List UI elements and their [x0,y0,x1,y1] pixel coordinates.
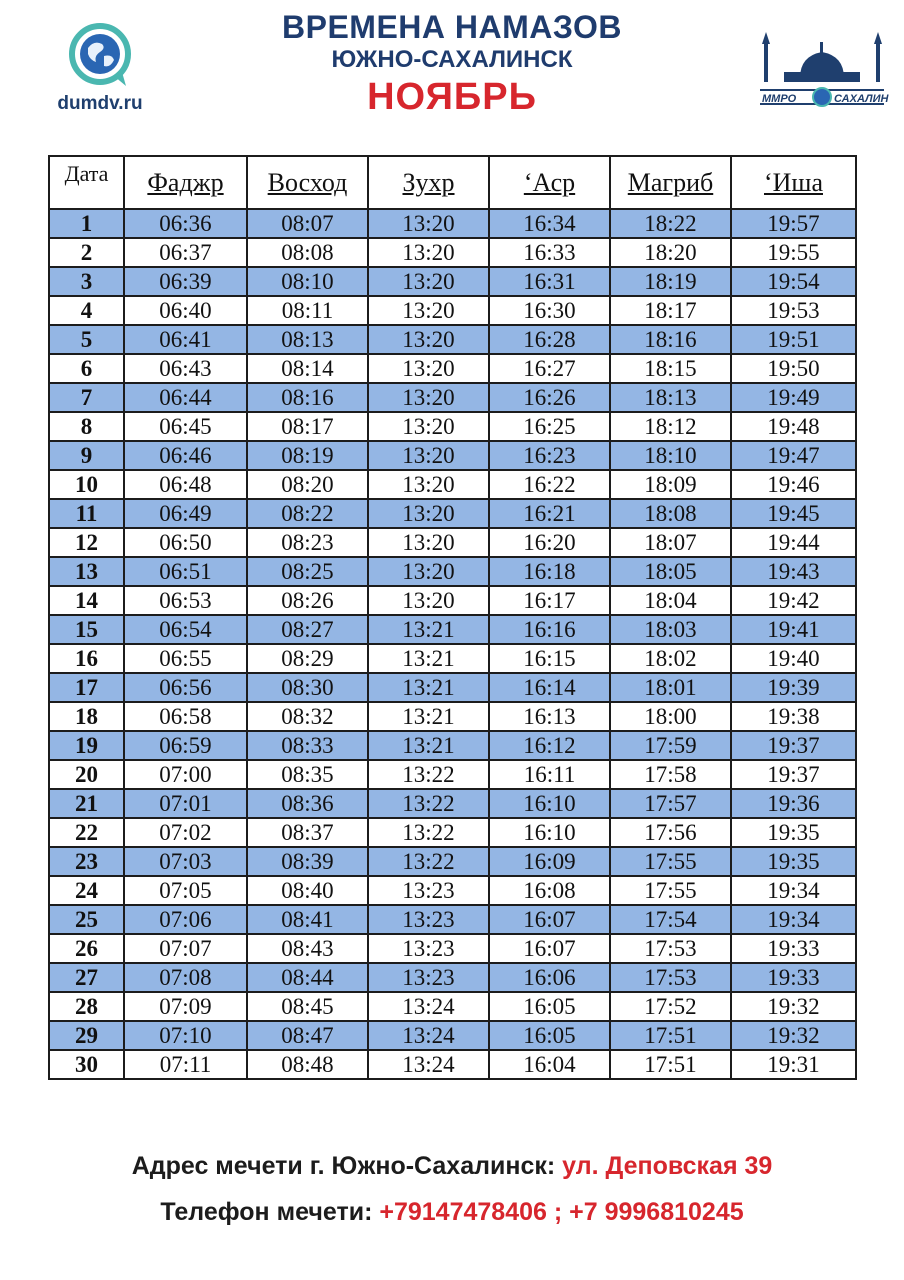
mmro-sakhalin-logo [754,28,890,110]
cell-sunrise: 08:10 [247,267,368,296]
cell-isha: 19:39 [731,673,856,702]
phone-line [0,1198,904,1227]
cell-isha: 19:54 [731,267,856,296]
cell-dhuhr: 13:20 [368,470,489,499]
mosque-icon [754,28,890,110]
table-row [49,325,856,354]
table-row [49,615,856,644]
cell-asr: 16:07 [489,905,610,934]
cell-sunrise: 08:40 [247,876,368,905]
cell-maghrib: 18:03 [610,615,731,644]
table-row [49,760,856,789]
cell-asr: 16:28 [489,325,610,354]
cell-maghrib: 17:59 [610,731,731,760]
cell-maghrib: 18:01 [610,673,731,702]
table-row [49,1021,856,1050]
cell-sunrise: 08:41 [247,905,368,934]
cell-isha: 19:50 [731,354,856,383]
cell-sunrise: 08:43 [247,934,368,963]
cell-dhuhr: 13:20 [368,441,489,470]
cell-isha: 19:35 [731,847,856,876]
cell-sunrise: 08:47 [247,1021,368,1050]
cell-asr: 16:06 [489,963,610,992]
cell-isha: 19:55 [731,238,856,267]
cell-maghrib: 17:53 [610,963,731,992]
cell-dhuhr: 13:23 [368,905,489,934]
cell-asr: 16:23 [489,441,610,470]
cell-isha: 19:33 [731,934,856,963]
cell-maghrib: 18:02 [610,644,731,673]
cell-fajr: 06:41 [124,325,247,354]
cell-isha: 19:34 [731,905,856,934]
cell-dhuhr: 13:21 [368,702,489,731]
cell-day: 25 [49,905,124,934]
column-header-date: Дата [49,156,124,209]
column-header-fajr: Фаджр [124,156,247,209]
table-row [49,499,856,528]
cell-fajr: 07:06 [124,905,247,934]
cell-fajr: 06:43 [124,354,247,383]
cell-maghrib: 18:05 [610,557,731,586]
page-header [200,8,704,120]
cell-isha: 19:36 [731,789,856,818]
column-header-dhuhr: Зухр [368,156,489,209]
cell-maghrib: 17:58 [610,760,731,789]
cell-isha: 19:43 [731,557,856,586]
cell-fajr: 06:39 [124,267,247,296]
cell-isha: 19:33 [731,963,856,992]
globe-icon [66,22,134,90]
svg-text:ММРО: ММРО [762,93,797,105]
cell-asr: 16:25 [489,412,610,441]
cell-asr: 16:04 [489,1050,610,1079]
cell-fajr: 07:11 [124,1050,247,1079]
cell-isha: 19:32 [731,1021,856,1050]
cell-dhuhr: 13:20 [368,412,489,441]
cell-dhuhr: 13:20 [368,383,489,412]
cell-fajr: 07:05 [124,876,247,905]
cell-dhuhr: 13:23 [368,934,489,963]
cell-asr: 16:12 [489,731,610,760]
cell-fajr: 06:40 [124,296,247,325]
cell-maghrib: 17:53 [610,934,731,963]
cell-dhuhr: 13:20 [368,296,489,325]
cell-dhuhr: 13:21 [368,644,489,673]
table-row [49,412,856,441]
cell-maghrib: 17:55 [610,847,731,876]
cell-asr: 16:21 [489,499,610,528]
cell-isha: 19:47 [731,441,856,470]
cell-sunrise: 08:35 [247,760,368,789]
cell-asr: 16:10 [489,818,610,847]
cell-fajr: 07:09 [124,992,247,1021]
cell-fajr: 07:00 [124,760,247,789]
cell-dhuhr: 13:21 [368,731,489,760]
cell-fajr: 06:37 [124,238,247,267]
cell-maghrib: 18:04 [610,586,731,615]
cell-dhuhr: 13:23 [368,876,489,905]
cell-isha: 19:37 [731,731,856,760]
cell-maghrib: 17:52 [610,992,731,1021]
cell-day: 6 [49,354,124,383]
cell-sunrise: 08:13 [247,325,368,354]
table-row [49,963,856,992]
cell-maghrib: 18:15 [610,354,731,383]
cell-day: 2 [49,238,124,267]
cell-maghrib: 17:51 [610,1050,731,1079]
cell-fajr: 07:07 [124,934,247,963]
cell-maghrib: 18:09 [610,470,731,499]
cell-dhuhr: 13:20 [368,528,489,557]
cell-day: 4 [49,296,124,325]
cell-day: 22 [49,818,124,847]
cell-sunrise: 08:25 [247,557,368,586]
cell-day: 13 [49,557,124,586]
table-row [49,992,856,1021]
site-url: dumdv.ru [57,93,143,114]
cell-fajr: 07:03 [124,847,247,876]
table-row [49,267,856,296]
cell-day: 9 [49,441,124,470]
cell-sunrise: 08:23 [247,528,368,557]
cell-isha: 19:51 [731,325,856,354]
cell-isha: 19:31 [731,1050,856,1079]
cell-fajr: 06:51 [124,557,247,586]
cell-dhuhr: 13:20 [368,586,489,615]
cell-sunrise: 08:08 [247,238,368,267]
cell-day: 8 [49,412,124,441]
column-header-maghrib: Магриб [610,156,731,209]
cell-fajr: 06:58 [124,702,247,731]
cell-day: 21 [49,789,124,818]
cell-sunrise: 08:20 [247,470,368,499]
cell-isha: 19:34 [731,876,856,905]
table-row [49,789,856,818]
address-label: Адрес мечети г. Южно-Сахалинск: [131,1152,556,1180]
cell-sunrise: 08:37 [247,818,368,847]
table-row [49,470,856,499]
cell-dhuhr: 13:20 [368,267,489,296]
cell-asr: 16:17 [489,586,610,615]
cell-sunrise: 08:11 [247,296,368,325]
table-row [49,731,856,760]
cell-maghrib: 18:20 [610,238,731,267]
cell-fajr: 07:08 [124,963,247,992]
cell-dhuhr: 13:20 [368,499,489,528]
table-row [49,209,856,238]
cell-isha: 19:38 [731,702,856,731]
cell-day: 15 [49,615,124,644]
cell-asr: 16:05 [489,992,610,1021]
cell-sunrise: 08:36 [247,789,368,818]
cell-maghrib: 18:10 [610,441,731,470]
cell-dhuhr: 13:20 [368,354,489,383]
cell-isha: 19:49 [731,383,856,412]
cell-day: 27 [49,963,124,992]
cell-sunrise: 08:29 [247,644,368,673]
cell-sunrise: 08:48 [247,1050,368,1079]
month-title: НОЯБРЬ [367,76,537,118]
cell-day: 12 [49,528,124,557]
table-header-row [49,156,856,209]
cell-isha: 19:37 [731,760,856,789]
cell-maghrib: 17:56 [610,818,731,847]
table-row [49,644,856,673]
cell-fajr: 06:49 [124,499,247,528]
cell-asr: 16:08 [489,876,610,905]
cell-maghrib: 18:17 [610,296,731,325]
cell-dhuhr: 13:21 [368,673,489,702]
cell-day: 14 [49,586,124,615]
table-row [49,673,856,702]
table-row [49,934,856,963]
cell-maghrib: 18:08 [610,499,731,528]
cell-asr: 16:13 [489,702,610,731]
cell-fajr: 06:45 [124,412,247,441]
table-row [49,296,856,325]
cell-day: 19 [49,731,124,760]
cell-maghrib: 18:07 [610,528,731,557]
cell-sunrise: 08:33 [247,731,368,760]
cell-sunrise: 08:22 [247,499,368,528]
cell-asr: 16:10 [489,789,610,818]
phone-label: Телефон мечети: [160,1198,373,1226]
table-row [49,586,856,615]
cell-dhuhr: 13:24 [368,1050,489,1079]
cell-asr: 16:09 [489,847,610,876]
cell-fajr: 06:44 [124,383,247,412]
cell-day: 7 [49,383,124,412]
cell-sunrise: 08:45 [247,992,368,1021]
table-row [49,238,856,267]
prayer-times-table [48,155,857,1080]
cell-fajr: 06:50 [124,528,247,557]
cell-dhuhr: 13:22 [368,789,489,818]
cell-asr: 16:33 [489,238,610,267]
cell-dhuhr: 13:21 [368,615,489,644]
cell-day: 28 [49,992,124,1021]
cell-maghrib: 18:13 [610,383,731,412]
cell-sunrise: 08:19 [247,441,368,470]
city-title: ЮЖНО-САХАЛИНСК [331,46,573,73]
cell-maghrib: 17:57 [610,789,731,818]
address-line [0,1152,904,1181]
cell-isha: 19:35 [731,818,856,847]
cell-day: 10 [49,470,124,499]
cell-asr: 16:16 [489,615,610,644]
cell-dhuhr: 13:23 [368,963,489,992]
cell-day: 16 [49,644,124,673]
cell-fajr: 06:46 [124,441,247,470]
column-header-asr: ‘Аср [489,156,610,209]
cell-day: 1 [49,209,124,238]
cell-day: 26 [49,934,124,963]
cell-asr: 16:05 [489,1021,610,1050]
table-row [49,354,856,383]
cell-isha: 19:41 [731,615,856,644]
cell-isha: 19:40 [731,644,856,673]
table-row [49,383,856,412]
cell-day: 23 [49,847,124,876]
cell-sunrise: 08:17 [247,412,368,441]
cell-fajr: 07:01 [124,789,247,818]
cell-maghrib: 18:19 [610,267,731,296]
cell-sunrise: 08:44 [247,963,368,992]
cell-sunrise: 08:07 [247,209,368,238]
address-value: ул. Деповская 39 [562,1152,773,1180]
cell-day: 11 [49,499,124,528]
cell-dhuhr: 13:22 [368,760,489,789]
cell-day: 3 [49,267,124,296]
table-row [49,702,856,731]
cell-isha: 19:46 [731,470,856,499]
cell-maghrib: 18:22 [610,209,731,238]
cell-asr: 16:31 [489,267,610,296]
cell-sunrise: 08:27 [247,615,368,644]
cell-maghrib: 17:51 [610,1021,731,1050]
cell-day: 20 [49,760,124,789]
cell-dhuhr: 13:20 [368,209,489,238]
cell-fajr: 06:55 [124,644,247,673]
cell-asr: 16:07 [489,934,610,963]
cell-day: 30 [49,1050,124,1079]
cell-dhuhr: 13:20 [368,238,489,267]
table-row [49,1050,856,1079]
cell-asr: 16:18 [489,557,610,586]
table-body [49,209,856,1079]
table-row [49,847,856,876]
cell-maghrib: 17:55 [610,876,731,905]
cell-fajr: 06:48 [124,470,247,499]
table-row [49,528,856,557]
cell-isha: 19:48 [731,412,856,441]
column-header-isha: ‘Иша [731,156,856,209]
cell-maghrib: 18:12 [610,412,731,441]
cell-sunrise: 08:14 [247,354,368,383]
cell-sunrise: 08:16 [247,383,368,412]
cell-isha: 19:45 [731,499,856,528]
cell-dhuhr: 13:24 [368,992,489,1021]
cell-day: 18 [49,702,124,731]
page-title: ВРЕМЕНА НАМАЗОВ [281,9,622,45]
cell-asr: 16:30 [489,296,610,325]
cell-asr: 16:20 [489,528,610,557]
table-row [49,905,856,934]
cell-isha: 19:32 [731,992,856,1021]
cell-isha: 19:53 [731,296,856,325]
cell-asr: 16:26 [489,383,610,412]
table-row [49,441,856,470]
cell-sunrise: 08:39 [247,847,368,876]
cell-asr: 16:22 [489,470,610,499]
table-row [49,818,856,847]
cell-fajr: 06:54 [124,615,247,644]
table-row [49,557,856,586]
cell-asr: 16:15 [489,644,610,673]
cell-maghrib: 18:16 [610,325,731,354]
cell-asr: 16:11 [489,760,610,789]
cell-sunrise: 08:26 [247,586,368,615]
cell-day: 24 [49,876,124,905]
cell-fajr: 06:56 [124,673,247,702]
cell-dhuhr: 13:24 [368,1021,489,1050]
cell-dhuhr: 13:22 [368,847,489,876]
cell-fajr: 07:02 [124,818,247,847]
cell-day: 17 [49,673,124,702]
cell-maghrib: 17:54 [610,905,731,934]
cell-asr: 16:27 [489,354,610,383]
cell-dhuhr: 13:20 [368,557,489,586]
cell-fajr: 07:10 [124,1021,247,1050]
cell-sunrise: 08:32 [247,702,368,731]
dumdv-logo [38,18,162,118]
cell-fajr: 06:59 [124,731,247,760]
cell-asr: 16:14 [489,673,610,702]
table-row [49,876,856,905]
cell-dhuhr: 13:22 [368,818,489,847]
svg-text:САХАЛИН: САХАЛИН [834,93,889,105]
cell-day: 29 [49,1021,124,1050]
cell-sunrise: 08:30 [247,673,368,702]
cell-dhuhr: 13:20 [368,325,489,354]
cell-isha: 19:42 [731,586,856,615]
cell-isha: 19:57 [731,209,856,238]
phone-value: +79147478406 ; +7 9996810245 [379,1198,744,1226]
cell-isha: 19:44 [731,528,856,557]
column-header-sunrise: Восход [247,156,368,209]
cell-maghrib: 18:00 [610,702,731,731]
cell-day: 5 [49,325,124,354]
cell-fajr: 06:53 [124,586,247,615]
cell-asr: 16:34 [489,209,610,238]
cell-fajr: 06:36 [124,209,247,238]
